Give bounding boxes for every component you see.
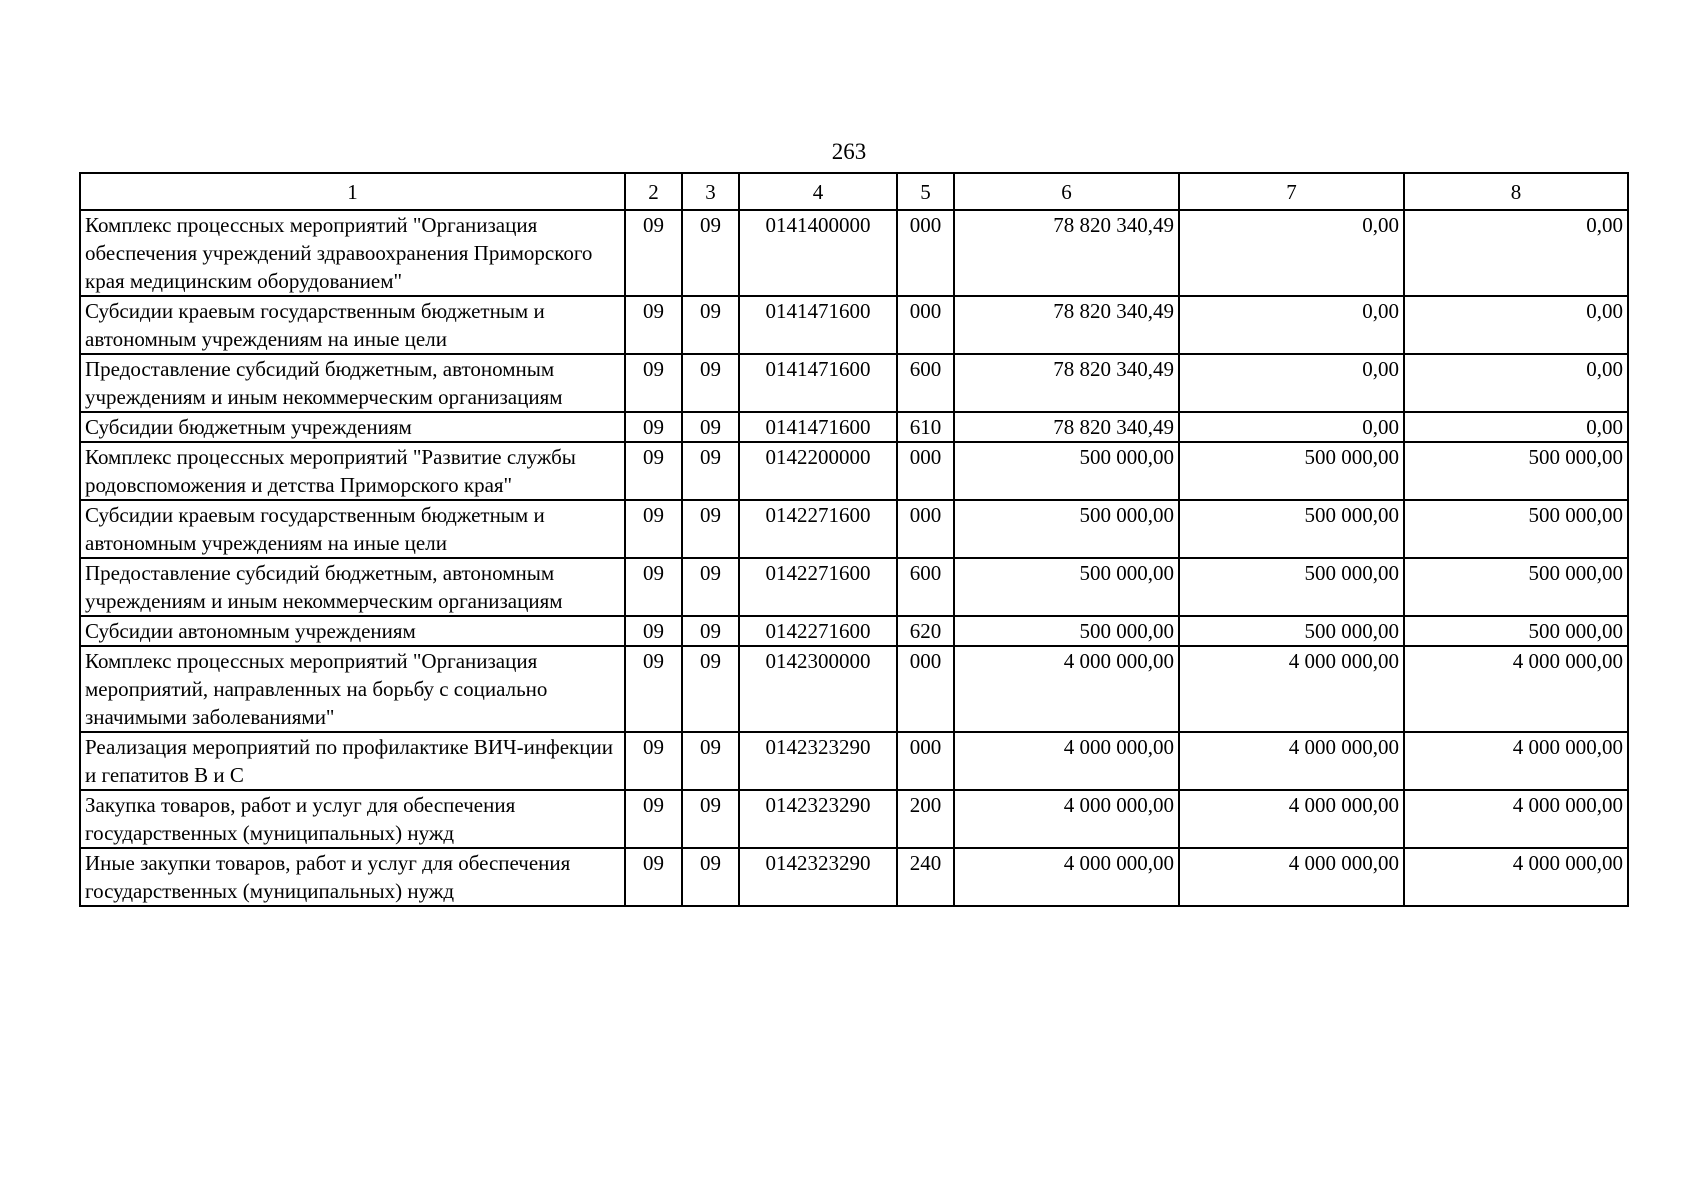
table-row — [80, 296, 1628, 354]
row-name-cell: Субсидии автономным учреждениям — [80, 616, 625, 646]
row-amount-col8-cell: 4 000 000,00 — [1404, 790, 1628, 848]
header-col-7: 7 — [1179, 173, 1404, 210]
row-expense-type-cell: 000 — [897, 442, 954, 500]
row-expense-type-cell: 000 — [897, 500, 954, 558]
row-subsection-cell: 09 — [682, 210, 739, 296]
row-subsection-cell: 09 — [682, 500, 739, 558]
row-subsection-cell: 09 — [682, 354, 739, 412]
row-name-cell: Предоставление субсидий бюджетным, автономным учреждениям и иным некоммерческим организациям — [80, 354, 625, 412]
table-row — [80, 500, 1628, 558]
row-subsection-cell: 09 — [682, 296, 739, 354]
row-name-cell: Комплекс процессных мероприятий "Организация обеспечения учреждений здравоохранения Приморского края медицинским оборудованием" — [80, 210, 625, 296]
row-subsection-cell: 09 — [682, 646, 739, 732]
row-name-cell: Предоставление субсидий бюджетным, автономным учреждениям и иным некоммерческим организациям — [80, 558, 625, 616]
row-section-cell: 09 — [625, 616, 682, 646]
table-row — [80, 616, 1628, 646]
row-name-cell: Комплекс процессных мероприятий "Организация мероприятий, направленных на борьбу с социально значимыми заболеваниями" — [80, 646, 625, 732]
row-name-cell: Субсидии краевым государственным бюджетным и автономным учреждениям на иные цели — [80, 500, 625, 558]
row-amount-col6-cell: 78 820 340,49 — [954, 210, 1179, 296]
row-name-cell: Субсидии бюджетным учреждениям — [80, 412, 625, 442]
row-amount-col8-cell: 4 000 000,00 — [1404, 646, 1628, 732]
row-section-cell: 09 — [625, 558, 682, 616]
row-section-cell: 09 — [625, 296, 682, 354]
table-row — [80, 790, 1628, 848]
row-amount-col6-cell: 4 000 000,00 — [954, 848, 1179, 906]
row-name-cell: Иные закупки товаров, работ и услуг для обеспечения государственных (муниципальных) нужд — [80, 848, 625, 906]
row-expense-type-cell: 240 — [897, 848, 954, 906]
row-subsection-cell: 09 — [682, 442, 739, 500]
row-subsection-cell: 09 — [682, 616, 739, 646]
row-amount-col7-cell: 500 000,00 — [1179, 558, 1404, 616]
row-target-code-cell: 0142271600 — [739, 500, 897, 558]
header-col-8: 8 — [1404, 173, 1628, 210]
row-name-cell: Субсидии краевым государственным бюджетным и автономным учреждениям на иные цели — [80, 296, 625, 354]
row-expense-type-cell: 600 — [897, 354, 954, 412]
header-col-2: 2 — [625, 173, 682, 210]
row-target-code-cell: 0142271600 — [739, 616, 897, 646]
row-amount-col6-cell: 4 000 000,00 — [954, 646, 1179, 732]
row-target-code-cell: 0142200000 — [739, 442, 897, 500]
row-amount-col8-cell: 0,00 — [1404, 210, 1628, 296]
row-target-code-cell: 0141471600 — [739, 354, 897, 412]
page-number: 263 — [831, 139, 867, 164]
row-amount-col6-cell: 500 000,00 — [954, 616, 1179, 646]
row-section-cell: 09 — [625, 412, 682, 442]
row-section-cell: 09 — [625, 442, 682, 500]
row-target-code-cell: 0142300000 — [739, 646, 897, 732]
header-col-3: 3 — [682, 173, 739, 210]
row-section-cell: 09 — [625, 848, 682, 906]
row-target-code-cell: 0142323290 — [739, 790, 897, 848]
row-amount-col6-cell: 78 820 340,49 — [954, 412, 1179, 442]
row-amount-col8-cell: 0,00 — [1404, 296, 1628, 354]
row-target-code-cell: 0141400000 — [739, 210, 897, 296]
header-row — [80, 173, 1628, 210]
row-amount-col8-cell: 500 000,00 — [1404, 442, 1628, 500]
header-col-5: 5 — [897, 173, 954, 210]
row-target-code-cell: 0141471600 — [739, 296, 897, 354]
table-row — [80, 442, 1628, 500]
row-target-code-cell: 0142323290 — [739, 848, 897, 906]
row-expense-type-cell: 200 — [897, 790, 954, 848]
row-amount-col8-cell: 500 000,00 — [1404, 558, 1628, 616]
row-amount-col8-cell: 0,00 — [1404, 412, 1628, 442]
row-target-code-cell: 0142323290 — [739, 732, 897, 790]
row-subsection-cell: 09 — [682, 790, 739, 848]
row-expense-type-cell: 000 — [897, 646, 954, 732]
row-section-cell: 09 — [625, 646, 682, 732]
table-row — [80, 732, 1628, 790]
table-row — [80, 354, 1628, 412]
row-section-cell: 09 — [625, 210, 682, 296]
row-target-code-cell: 0141471600 — [739, 412, 897, 442]
budget-table — [79, 172, 1629, 907]
table-row — [80, 558, 1628, 616]
row-expense-type-cell: 610 — [897, 412, 954, 442]
row-amount-col6-cell: 500 000,00 — [954, 558, 1179, 616]
header-col-4: 4 — [739, 173, 897, 210]
row-amount-col8-cell: 4 000 000,00 — [1404, 732, 1628, 790]
row-amount-col8-cell: 500 000,00 — [1404, 616, 1628, 646]
row-name-cell: Закупка товаров, работ и услуг для обеспечения государственных (муниципальных) нужд — [80, 790, 625, 848]
row-amount-col7-cell: 500 000,00 — [1179, 616, 1404, 646]
row-amount-col7-cell: 4 000 000,00 — [1179, 732, 1404, 790]
row-section-cell: 09 — [625, 790, 682, 848]
row-amount-col7-cell: 0,00 — [1179, 210, 1404, 296]
row-expense-type-cell: 000 — [897, 296, 954, 354]
row-amount-col7-cell: 0,00 — [1179, 412, 1404, 442]
row-amount-col6-cell: 78 820 340,49 — [954, 296, 1179, 354]
row-amount-col7-cell: 4 000 000,00 — [1179, 848, 1404, 906]
row-name-cell: Реализация мероприятий по профилактике ВИЧ-инфекции и гепатитов В и С — [80, 732, 625, 790]
row-amount-col7-cell: 4 000 000,00 — [1179, 790, 1404, 848]
row-amount-col7-cell: 500 000,00 — [1179, 442, 1404, 500]
row-section-cell: 09 — [625, 500, 682, 558]
row-amount-col7-cell: 0,00 — [1179, 296, 1404, 354]
row-subsection-cell: 09 — [682, 558, 739, 616]
row-expense-type-cell: 000 — [897, 210, 954, 296]
row-expense-type-cell: 000 — [897, 732, 954, 790]
row-amount-col8-cell: 500 000,00 — [1404, 500, 1628, 558]
row-amount-col6-cell: 4 000 000,00 — [954, 732, 1179, 790]
row-amount-col6-cell: 500 000,00 — [954, 442, 1179, 500]
row-amount-col7-cell: 500 000,00 — [1179, 500, 1404, 558]
row-amount-col8-cell: 4 000 000,00 — [1404, 848, 1628, 906]
row-section-cell: 09 — [625, 354, 682, 412]
row-amount-col6-cell: 4 000 000,00 — [954, 790, 1179, 848]
row-amount-col6-cell: 78 820 340,49 — [954, 354, 1179, 412]
row-section-cell: 09 — [625, 732, 682, 790]
table-row — [80, 412, 1628, 442]
table-row — [80, 848, 1628, 906]
row-subsection-cell: 09 — [682, 412, 739, 442]
row-name-cell: Комплекс процессных мероприятий "Развитие службы родовспоможения и детства Приморского края" — [80, 442, 625, 500]
table-body — [80, 210, 1628, 906]
row-target-code-cell: 0142271600 — [739, 558, 897, 616]
row-subsection-cell: 09 — [682, 732, 739, 790]
table-row — [80, 646, 1628, 732]
row-amount-col8-cell: 0,00 — [1404, 354, 1628, 412]
header-col-1: 1 — [80, 173, 625, 210]
row-subsection-cell: 09 — [682, 848, 739, 906]
row-expense-type-cell: 620 — [897, 616, 954, 646]
row-amount-col7-cell: 4 000 000,00 — [1179, 646, 1404, 732]
row-amount-col6-cell: 500 000,00 — [954, 500, 1179, 558]
header-col-6: 6 — [954, 173, 1179, 210]
row-expense-type-cell: 600 — [897, 558, 954, 616]
row-amount-col7-cell: 0,00 — [1179, 354, 1404, 412]
table-row — [80, 210, 1628, 296]
